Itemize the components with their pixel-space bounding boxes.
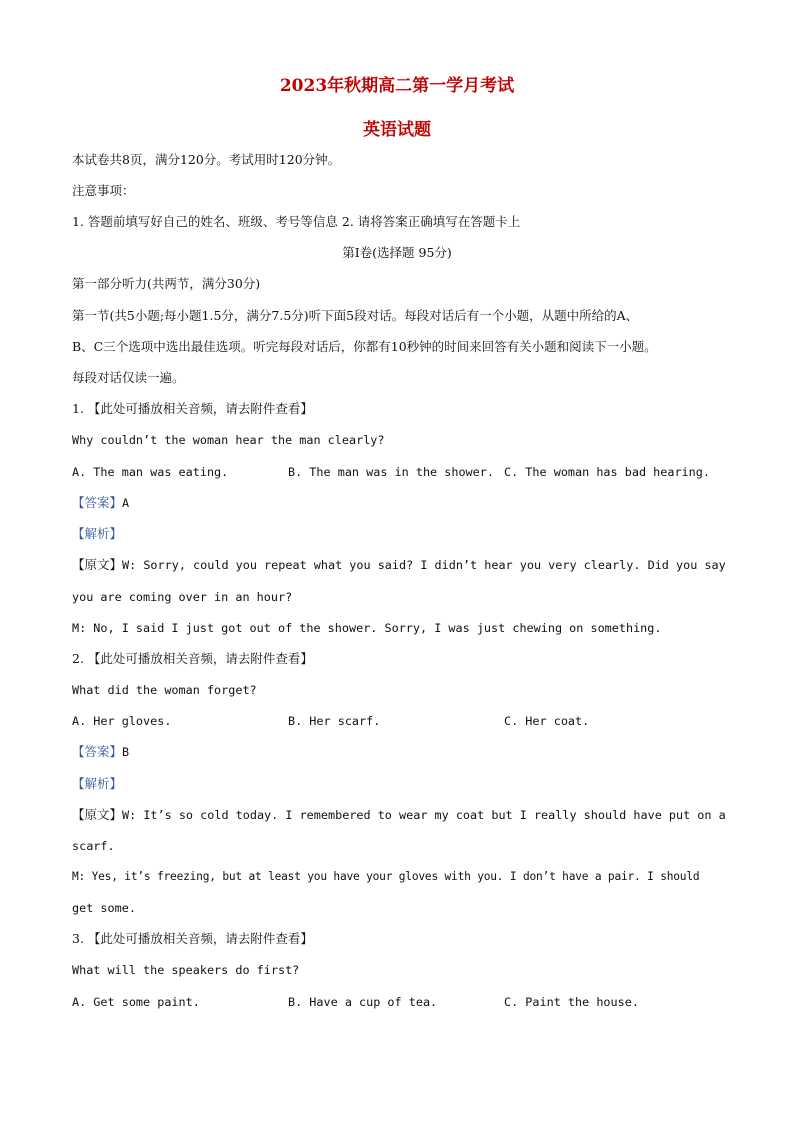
audio-placeholder: 【此处可播放相关音频，请去附件查看】 bbox=[87, 931, 313, 946]
option-a: A. Her gloves. bbox=[72, 714, 172, 728]
question-text: What did the woman forget? bbox=[72, 683, 257, 697]
answer-label: 【答案】 bbox=[72, 495, 123, 510]
analysis-label: 【解析】 bbox=[72, 526, 123, 541]
transcript-text: M: Yes, it’s freezing, but at least you have your gloves with you. I don’t have a pair. I should bbox=[72, 870, 700, 883]
audio-placeholder: 【此处可播放相关音频，请去附件查看】 bbox=[87, 651, 313, 666]
question-number: 3. bbox=[72, 931, 84, 946]
answer-line bbox=[72, 744, 732, 760]
option-b: B. The man was in the shower. bbox=[288, 465, 494, 479]
exam-title: 2023年秋期高二第一学月考试 bbox=[279, 76, 515, 96]
option-b: B. Have a cup of tea. bbox=[288, 995, 438, 1009]
answer-value: B bbox=[122, 745, 130, 759]
transcript-text: W: It’s so cold today. I remembered to wear my coat but I really should have put on a bbox=[122, 808, 726, 822]
original-label: 【原文】 bbox=[72, 807, 123, 822]
part-heading: 第一部分听力(共两节，满分30分) bbox=[72, 276, 261, 291]
question-audio-line bbox=[72, 651, 732, 667]
audio-placeholder: 【此处可播放相关音频，请去附件查看】 bbox=[87, 401, 313, 416]
notice-item: 1. 答题前填写好自己的姓名、班级、考号等信息 2. 请将答案正确填写在答题卡上 bbox=[72, 214, 521, 229]
answer-label: 【答案】 bbox=[72, 744, 123, 759]
exam-info: 本试卷共8页，满分120分。考试用时120分钟。 bbox=[72, 152, 341, 167]
option-c: C. Her coat. bbox=[504, 714, 590, 728]
transcript-text: get some. bbox=[72, 901, 136, 915]
option-a: A. Get some paint. bbox=[72, 995, 200, 1009]
transcript-line bbox=[72, 557, 732, 573]
option-c: C. The woman has bad hearing. bbox=[504, 465, 710, 479]
analysis-label: 【解析】 bbox=[72, 776, 123, 791]
option-c: C. Paint the house. bbox=[504, 995, 639, 1009]
option-a: A. The man was eating. bbox=[72, 465, 229, 479]
transcript-text: you are coming over in an hour? bbox=[72, 590, 293, 604]
question-audio-line bbox=[72, 931, 732, 947]
transcript-text: M: No, I said I just got out of the shower. Sorry, I was just chewing on something. bbox=[72, 621, 662, 635]
notice-heading: 注意事项： bbox=[72, 183, 135, 198]
answer-value: A bbox=[122, 496, 130, 510]
section-instructions: B、C三个选项中选出最佳选项。听完每段对话后，你都有10秒钟的时间来回答有关小题和阅读下一小题。 bbox=[72, 339, 657, 354]
section-instructions: 每段对话仅读一遍。 bbox=[72, 370, 185, 385]
volume-heading: 第I卷(选择题 95分) bbox=[342, 245, 452, 260]
question-number: 2. bbox=[72, 651, 84, 666]
transcript-line bbox=[72, 807, 732, 823]
question-text: What will the speakers do first? bbox=[72, 963, 300, 977]
subject-title: 英语试题 bbox=[363, 120, 431, 140]
answer-line bbox=[72, 495, 732, 511]
transcript-text: scarf. bbox=[72, 839, 115, 853]
transcript-text: W: Sorry, could you repeat what you said? I didn’t hear you very clearly. Did you say bbox=[122, 558, 726, 572]
question-audio-line bbox=[72, 401, 732, 417]
section-instructions: 第一节(共5小题;每小题1.5分，满分7.5分)听下面5段对话。每段对话后有一个小题，从题中所给的A、 bbox=[72, 308, 639, 323]
question-number: 1. bbox=[72, 401, 84, 416]
original-label: 【原文】 bbox=[72, 557, 123, 572]
question-text: Why couldn’t the woman hear the man clearly? bbox=[72, 433, 385, 447]
option-b: B. Her scarf. bbox=[288, 714, 381, 728]
